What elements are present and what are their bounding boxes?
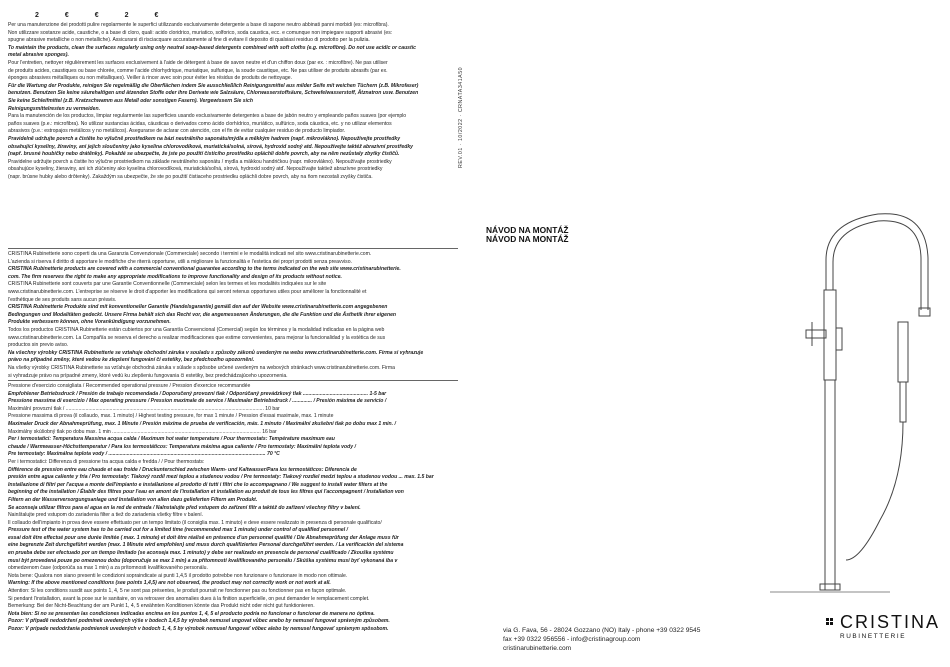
care-line: obsahujúce kyseliny, žieraviny, ani ich zlúčeniny ako kyselina chlorovodíková, muriatická/soľná, sírová, hydroxid sodný atď. Nepoužívajte taktiež abrazívne prostriedky bbox=[8, 166, 383, 173]
specs-line: en prueba debe ser efectuado por un tiempo limitado (se aconseja max. 1 minuto) y debe ser realizado en presencia de personal cualificado / Zkouška systému bbox=[8, 550, 394, 557]
header-mark: 2 bbox=[35, 12, 40, 19]
specs-line: Filtern an der Wasserversorgungsanlage und Installation von allen dazu gelieferten Filtern am Produkt. bbox=[8, 496, 258, 503]
specs-line: Pressione d'esercizio consigliata / Recommended operational pressure / Pression d'exercice recommandée bbox=[8, 383, 251, 389]
header-mark: 2 bbox=[124, 12, 130, 19]
specs-line: Maximálny skúšobný tlak po dobu max. 1 min ......................................................................................................... 16 bar bbox=[8, 428, 277, 435]
warranty-line: www.cristinarubinetterie.com. L'entreprise se réserve le droit d'apporter les modifications qui seront retenus opportunes utiles pour améliorer la fonctionnalité et bbox=[8, 288, 367, 295]
specs-line: Pozor: V případě nedodržení podmínek uvedených výše v bodech 1,4,5 by výrobek nemusel ungovat vůbec anebo by nemusel fungovat správným způsobem. bbox=[8, 618, 390, 625]
specs-line: Différence de pression entre eau chaude et eau froide / Druckunterschied zwischen Warm- und Kaltwasser/Para los termostáticos: Diferencia de bbox=[8, 466, 357, 473]
warranty-line: CRISTINA Rubinetterie sont couverts par une Garantie Conventionnelle (Commerciale) selon les termes et les modalités indiquées sur le site bbox=[8, 281, 327, 288]
warranty-line: Produkte verbessern können, ohne Vorankündigung vorzunehmen. bbox=[8, 319, 171, 326]
warranty-line: CRISTINA Rubinetterie Produkte sind mit konventioneller Garantie (Handelsgarantie) gemäß den auf der Website www.cristinarubinetterie.com angegebenen bbox=[8, 304, 388, 311]
specs-line: Pressione massima di esercizio / Max operating pressure / Pression maximale de service / Maximaler Betriebsdruck / .............. / Presión máxima de servicio / bbox=[8, 398, 387, 405]
care-line: Para la manutención de los productos, limpiar regularmente las superficies usando exclusivamente detergentes a base de jabón neutro y empleando paños suaves (por ejemplo bbox=[8, 113, 407, 120]
header-mark: € bbox=[64, 12, 70, 19]
warranty-line: Todos los productos CRISTINA Rubinetterie están cubiertos por una Garantía Convencional (Comercial) según los términos y la modalidad indicadas en la página web bbox=[8, 326, 385, 333]
header-mark: € bbox=[94, 12, 100, 19]
contact-footer bbox=[503, 626, 700, 653]
warranty-line: l'esthétique de ses produits sans aucun préavis. bbox=[8, 296, 117, 303]
warranty-line: Na všetky výrobky CRISTINA Rubinetterie sa vzťahuje obchodná záruka v súlade s spôsobe určené uvedeným na webových stránkach www.cristinarubinetterie.com. Firma bbox=[8, 364, 395, 371]
warranty-line: Bedingungen und Modalitäten gedeckt. Unsere Firma behält sich das Recht vor, die angemessenen Änderungen, die die Funktion und die Ästhetik ihrer eigenen bbox=[8, 311, 397, 318]
specs-line: Per i termostatici: Temperatura Massima acqua calda / Maximum hot water temperature / Pour thermostats: Température maximum eau bbox=[8, 436, 335, 443]
specs-line: musí být provedená pouze po omezenou dobu (doporučuje se max 1 min) a za přítomnosti kvalifikovaného personálu / Skúška systému musí byť vykonaná iba v bbox=[8, 557, 398, 564]
warranty-line: CRISTINA Rubinetterie products are covered with a commercial conventional guarantee according to the terms indicated on the web site www.cristinarubinetterie. bbox=[8, 266, 401, 273]
website-line: cristinarubinetterie.com bbox=[503, 645, 572, 652]
care-line: To maintain the products, clean the surfaces regularly using only neutral soap-based detergents combined with soft cloths (e.g. microfibre). Do not use acidic or caustic bbox=[8, 44, 416, 51]
care-line: paños suaves (p.e.: microfibra). No utilizar sustancias ácidas, cáusticas o derivados como ácido clorhídrico, muriático, sulfúrico, soda cáustica, etc. y no utilizar elementos bbox=[8, 120, 392, 127]
care-line: metal abrasive sponges). bbox=[8, 52, 69, 59]
warranty-line: com. The firm reserves the right to make any appropriate modifications to improve functionality and design of its products without notice. bbox=[8, 273, 342, 280]
header-mark: € bbox=[154, 12, 160, 19]
care-line: éponges abrasives métalliques ou non métalliques). Veiller à rincer avec soin pour éviter les résidus de produits de nettoyage. bbox=[8, 75, 292, 82]
fax-line: fax +39 0322 956556 - info@cristinagroup.com bbox=[503, 636, 641, 643]
care-line: de produits acides, caustiques ou base chlorée, comme l'acide chlorhydrique, muriatique, sulfurique, la soude caustique, etc. Ne pas utiliser de produits abrasifs (par ex. bbox=[8, 67, 388, 74]
brand-sub: RUBINETTERIE bbox=[840, 633, 907, 640]
specs-line: Empfohlener Betriebsdruck / Presión de trabajo recomendada / Doporučený provozní tlak / Odporúčaný prevádzkový tlak .............................................. 1-5 bar bbox=[8, 390, 387, 397]
specs-line: beginning of the installation / Établir des filtres pour l'eau en amont de l'installation et installation au produit de tous les filtres qui l'accompagnent / Installation von bbox=[8, 489, 404, 496]
specs-line: Pozor: V prípade nedodržania podmienok uvedených v bodoch 1, 4, 5 by výrobok nemusel fungovať vôbec alebo by nemusel fungovať správnym spôsobom. bbox=[8, 626, 389, 632]
care-line: Pravidelně udržujte povrch a čistěte ho výlučně prostředkem na bázi neutrálního saponátu/mýdla a měkkým hadrem (např. mikrovlákno). Nepoužívejte prostředky bbox=[8, 135, 401, 142]
brand-logo bbox=[826, 612, 940, 640]
warranty-line: Na všechny výrobky CRISTINA Rubinetterie se vztahuje obchodní záruka v souladu s způsoby zákonů uvedeným na webu www.cristinarubinetterie.com. Firma si vyhrazuje bbox=[8, 349, 424, 356]
care-line: obsahující kyseliny, žíraviny, ani jejich sloučeniny jako kyselina chlorovodíková, muriatická/solná, sírová, hydroxid sodný atd. Nepoužívejte taktéž abrazivní prostředky bbox=[8, 143, 413, 150]
address-line: via G. Fava, 56 - 28024 Gozzano (NO) Italy - phone +39 0322 9545 bbox=[503, 627, 701, 634]
warranty-line: productos sin previo aviso. bbox=[8, 342, 69, 349]
specs-line: Attention: Si les conditions susdit aux points 1, 4, 5 ne sont pas présentes, le produit pourrait ne fonctionner pas ou fonctionner pas en façon optimale. bbox=[8, 588, 347, 595]
care-line: Non utilizzare sostanze acide, caustiche, o a base di cloro, quali: acido cloridrico, muriatico, solforico, soda caustica, ecc. e comunque non impiegare supporti abrasivi (es: bbox=[8, 29, 393, 36]
care-line: Pravidelne udržujte povrch a čistite ho výlučne prostriedkom na základe neutrálneho saponátu / mydla a mäkkou handričkou (napr. mikrovlákno). Nepoužívajte prostriedky bbox=[8, 158, 392, 165]
care-line: abrasivos (p.e.: estropajos metálicos y no metálicos). Asegurarse de aclarar con atención, con el fin de evitar cualquier residuo de producto limpiador. bbox=[8, 128, 346, 135]
logo-mark-icon bbox=[826, 618, 833, 625]
brand-name: CRISTINA bbox=[840, 612, 941, 632]
specs-line: eine begrenzte Zeit durchgeführt werden (max. 1 Minute wird empfohlen) und muss durch qualifiziertes Personal durchgeführt werden. / La verificación del sistema bbox=[8, 542, 404, 549]
specs-line: presión entre agua caliente y fría / Pro termostaty: Tlakový rozdíl mezi teplou a studenou vodou / Pre termostaty: Tlakový rozdiel medzi teplou a studenou vodou ... max. 1.5 bar bbox=[8, 474, 434, 481]
specs-line: Per i termostatici: Differenza di pressione tra acqua calda e fredda / / Pour thermostats: bbox=[8, 458, 205, 465]
title-line: NÁVOD NA MONTÁŽ bbox=[486, 234, 569, 244]
care-line: Sie keine Schleifmittel (z.B. Kratzschwamm aus Metall oder sonstigen Fasern). Vergewissern Sie sich bbox=[8, 97, 253, 104]
care-line: (napr. brúsne hubky alebo drôtenky). Zakaždým sa ubezpečte, že ste po použití čistiaceho prostriedku opláchli dobre povrch, aby na ňom nezostali zvyšky čističa. bbox=[8, 173, 373, 180]
specs-line: Pre termostaty: Maximálna teplota vody / ............................................................................................................... 70 °C bbox=[8, 451, 280, 458]
warranty-line: si vyhradzuje právo na prípadné zmeny, ktoré vedú ku zlepšeniu fungovania či estetiky, bez predchádzajúceho upozornenia. bbox=[8, 372, 288, 379]
care-line: benutzen. Benutzen Sie keine säurehaltigen und ätzenden Stoffe oder ihre Derivate wie Salzsäure, Chlorwasserstoffsäure, Schwefelwasserstoff, Ätznatron usw. Benutzen bbox=[8, 90, 419, 97]
care-line: Reinigungsmittelresten zu vermeiden. bbox=[8, 105, 100, 112]
warranty-line: www.cristinarubinetterie.com. La Compañía se reserva el derecho a realizar modificaciones que estime convenientes, para mejorar la funcionalidad y la estética de sus bbox=[8, 334, 386, 341]
specs-line: Maximaler Druck der Abnahmeprüfung, max. 1 Minute / Presión máxima de prueba de verificación, máx. 1 minuto / Maximální zkušební tlak po dobu max 1 min. / bbox=[8, 420, 396, 427]
warranty-line: právo na případné změny, které vedou ke zlepšení fungování či estetiky, bez předchozího upozornění. bbox=[8, 357, 255, 364]
care-line: (např. brusné houbičky nebo drátěnky). Pokaždé se ubezpečte, že jste po použití čisticího prostředku opláchli dobře povrch, aby na něm nezůstaly zbytky čističů. bbox=[8, 151, 400, 158]
care-line: spugne abrasive metalliche o non metalliche). Assicurarsi di risciacquare accuratamente al fine di evitare il deposito di qualsiasi residuo di prodotto per la pulizia. bbox=[8, 37, 370, 44]
specs-line: Bemerkung: Bei der Nicht-Beachtung der am Punkt 1, 4, 5 erwähnten Konditionen könnte das Produkt nicht oder nicht gut funktionieren. bbox=[8, 603, 315, 610]
specs-line: chaude / Warmwasser-Höchsttemperatur / Para los termostáticos: Temperatura máxima agua caliente / Pro termostaty: Maximální teplota vody / bbox=[8, 443, 356, 450]
specs-line: Il collaudo dell'impianto in prova deve essere effettuato per un tempo limitato (il consiglia max. 1 minuto) e deve essere realizzato in presenza di personale qualificato/ bbox=[8, 519, 382, 526]
specs-line: Si pendant l'installation, avant la pose sur le sanitaire, on va retrouver des anomalies dues à la finition superficielle, on peut demander le remplacement complet. bbox=[8, 595, 370, 602]
title-line: NÁVOD NA MONTÁŽ bbox=[486, 225, 569, 235]
care-line: Für die Wartung der Produkte, reinigen Sie regelmäßig die Oberflächen indem Sie ausschließlich Reinigungsmittel aus milder Seife mit weichen Tüchern (z.B. Mikrofaser) bbox=[8, 82, 419, 89]
specs-line: essai doit être effectué pour une durée limitée ( max. 1 minute) et doit être réalisé en présence d'un personnel qualifié / Die Abnahmeprüfung der Anlage muss für bbox=[8, 534, 399, 541]
specs-line: Nota bene: Qualora non siano presenti le condizioni sopraindicate ai punti 1,4,5 il prodotto potrebbe non funzionare o funzionare in modo non ottimale. bbox=[8, 572, 348, 579]
care-line: Pour l'entretien, nettoyer régulièrement les surfaces exclusivement à l'aide de détergent à base de savon neutre et d'un chiffon doux (par ex. : microfibre). Ne pas utiliser bbox=[8, 59, 388, 66]
specs-line: Pressure test of the water system has to be carried out for a limited time (recommended max 1 minute) under control of qualified personnel / bbox=[8, 527, 348, 534]
revision-code: REV.01 · 10/2022 · CRNATA341A50 bbox=[458, 66, 464, 168]
warranty-line: CRISTINA Rubinetterie sono coperti da una Garanzia Convenzionale (Commerciale) secondo i termini e le modalità indicati nel sito www.cristinarubinetterie.com. bbox=[8, 251, 372, 257]
specs-line: Nota bien: Si no se presentan las condiciones indicadas encima en los puntos 1, 4, 5 el producto podría no funcionar o funcionar de manera no óptima. bbox=[8, 610, 375, 617]
warranty-line: L'azienda si riserva il diritto di apportare le modifiche che riterrà opportune, utili a migliorare la funzionalità e l'estetica dei propri prodotti senza preavviso. bbox=[8, 258, 352, 265]
specs-line: Installazione di filtri per l'acqua a monte dell'impianto e installazione al prodotto di tutti i filtri che lo accompagnano / We suggest to install water filters at the bbox=[8, 481, 388, 488]
specs-line: Nainštalujte pred vstupom do zariadenia filter a tiež do zariadenia všetky filtre v balení. bbox=[8, 512, 204, 519]
specs-line: Warning: If the above mentioned conditions (see points 1,4,5) are not observed, the product may not correctly work or not work at all. bbox=[8, 580, 331, 587]
care-line: Per una manutenzione dei prodotti pulire regolarmente le superfici utilizzando esclusivamente detergente a base di sapone neutro abbinati panni morbidi (es: microfibra). bbox=[8, 22, 389, 28]
specs-line: Pressione massima di prova (il collaudo, max. 1 minuto) / Highest testing pressure, for max 1 minute / Pression d'essai maximale, max. 1 minute bbox=[8, 413, 334, 420]
specs-line: Maximální provozní tlak / ............................................................................................................................................ 10 bar bbox=[8, 405, 280, 412]
specs-line: obmedzenom čase (odporúča sa max 1 min) a za prítomnosti kvalifikovaného personálu. bbox=[8, 565, 208, 572]
specs-line: Se aconseja utilizar filtros para el agua en la red de entrada / NaInstalujte před vstupem do zařízení filtr a taktéž do zařízení všechny filtry v balení. bbox=[8, 504, 361, 511]
